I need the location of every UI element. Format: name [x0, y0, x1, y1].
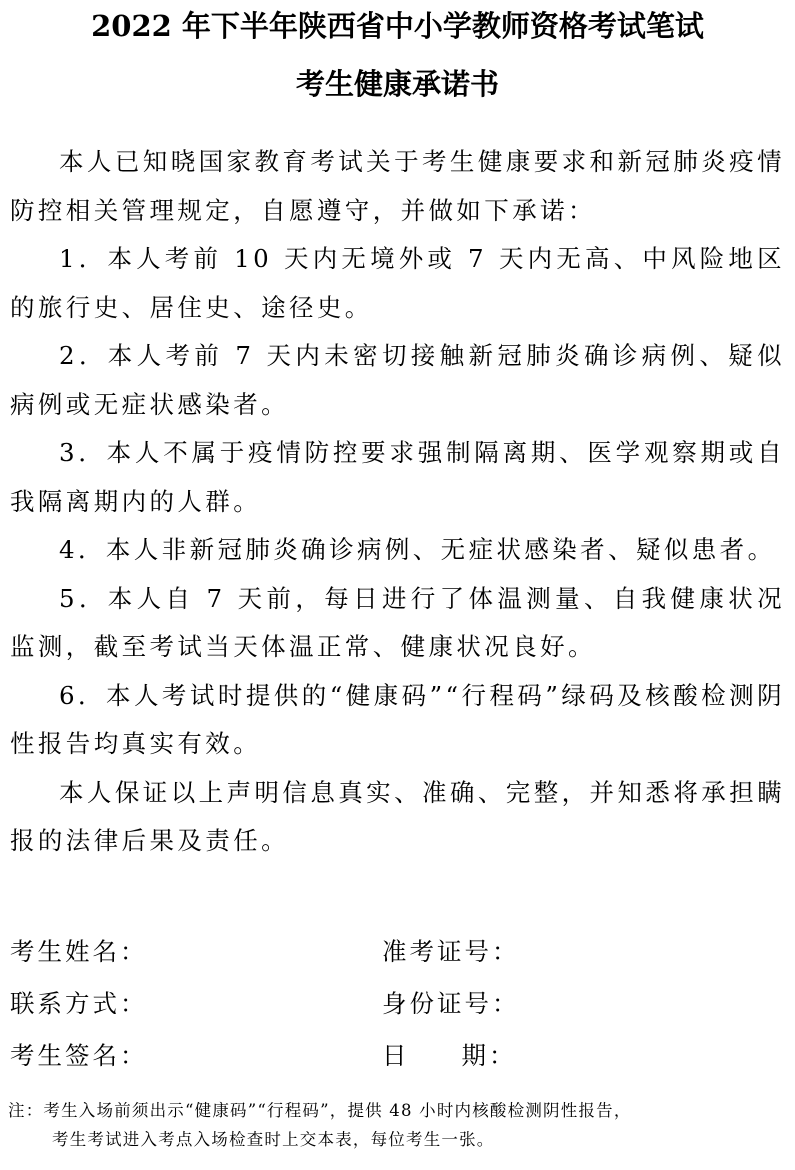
footnote	[8, 1096, 788, 1154]
closing-paragraph: 本人保证以上声明信息真实、准确、完整，并知悉将承担瞒报的法律后果及责任。	[10, 777, 785, 855]
candidate-info-fields	[10, 933, 785, 1089]
field-row	[10, 933, 785, 985]
document-title: 2022 年下半年陕西省中小学教师资格考试笔试	[91, 9, 704, 43]
field-row	[10, 1037, 785, 1089]
footnote-line-1: 注：考生入场前须出示“健康码”“行程码”，提供 48 小时内核酸检测阴性报告，	[8, 1101, 632, 1120]
date-label-part-2: 期：	[461, 1041, 517, 1070]
contact-field-label: 联系方式：	[10, 989, 148, 1018]
field-row	[10, 985, 785, 1037]
commitment-item-2: 2．本人考前 7 天内未密切接触新冠肺炎确诊病例、疑似病例或无症状感染者。	[10, 341, 785, 419]
commitment-item-6: 6．本人考试时提供的“健康码”“行程码”绿码及核酸检测阴性报告均真实有效。	[10, 680, 785, 758]
name-field-label: 考生姓名：	[10, 937, 148, 966]
footnote-line-2: 考生考试进入考点入场检查时上交本表，每位考生一张。	[52, 1130, 495, 1149]
signature-field-label: 考生签名：	[10, 1041, 148, 1070]
commitment-body	[10, 138, 785, 866]
id-number-field-label: 身份证号：	[382, 989, 520, 1018]
document-subtitle: 考生健康承诺书	[295, 67, 499, 101]
exam-number-field-label: 准考证号：	[382, 937, 520, 966]
commitment-item-5: 5．本人自 7 天前，每日进行了体温测量、自我健康状况监测，截至考试当天体温正常、健康状况良好。	[10, 583, 785, 661]
commitment-item-4: 4．本人非新冠肺炎确诊病例、无症状感染者、疑似患者。	[59, 535, 776, 564]
intro-paragraph: 本人已知晓国家教育考试关于考生健康要求和新冠肺炎疫情防控相关管理规定，自愿遵守，并做如下承诺：	[10, 147, 785, 225]
date-field-label	[382, 1037, 517, 1072]
commitment-item-3: 3．本人不属于疫情防控要求强制隔离期、医学观察期或自我隔离期内的人群。	[10, 438, 785, 516]
date-label-part-1: 日	[382, 1041, 410, 1070]
commitment-item-1: 1．本人考前 10 天内无境外或 7 天内无高、中风险地区的旅行史、居住史、途径史。	[10, 244, 785, 322]
